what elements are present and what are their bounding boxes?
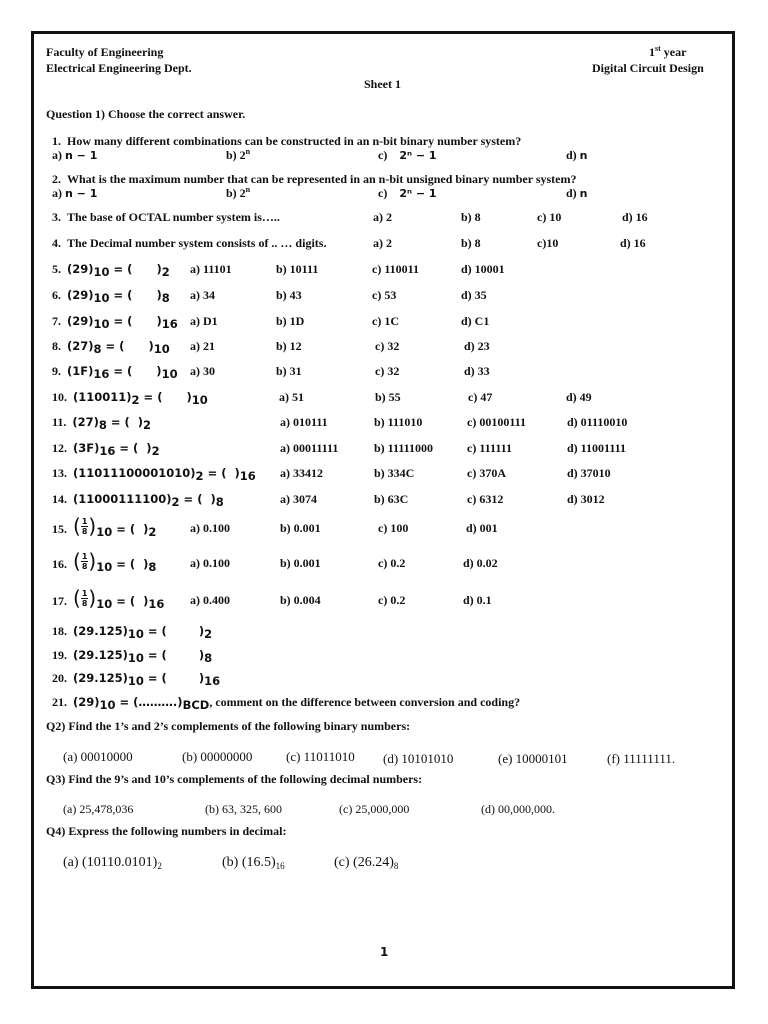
fraction: ( 1 8 ) [73,549,97,573]
q1-item-16-option-d: d) 0.02 [463,556,498,570]
q1-item-11-option-d: d) 01110010 [567,415,628,429]
q1-item-18: 18. $(29.125)_{10}$ = ( )$_2$ [52,624,213,641]
q1-item-13-option-c: c) 370A [467,466,506,480]
q1-item-1: 1. How many different combinations can be constructed in an n-bit binary number system? [52,134,522,148]
q1-item-16: 16. ( 1 8 ) $_{10}$ = ( )$_8$ [52,549,157,574]
q1-item-8-option-a: a) 21 [190,339,215,353]
q1-item-15-option-d: d) 001 [466,521,498,535]
q1-item-2-option-c: c) 2ⁿ − 1 [378,186,437,200]
q1-item-5-option-c: c) 110011 [372,262,419,276]
fraction: ( 1 8 ) [73,514,97,538]
q1-item-10-option-b: b) 55 [375,390,401,404]
q1-item-17-option-b: b) 0.004 [280,593,321,607]
page-number: 1 [380,945,389,959]
q1-item-12-option-c: c) 111111 [467,441,513,455]
q1-item-10-option-c: c) 47 [468,390,493,404]
q3-item-d: (d) 00,000,000. [481,802,555,816]
q1-item-4-option-b: b) 8 [461,236,481,250]
q1-item-9-option-d: d) 33 [464,364,490,378]
q1-item-2-option-a: a) n − 1 [52,186,98,200]
q1-item-5-option-d: d) 10001 [461,262,505,276]
fraction: ( 1 8 ) [73,586,97,610]
q1-item-21: 21. $(29)_{10}$ = $(\dots\dots\dots.)_{BCD}$, comment on the difference between conversion and coding? [52,695,521,712]
q1-item-12: 12. $(3F)_{16}$ = ( )$_2$ [52,441,160,458]
q2-item-a: (a) 00010000 [63,749,133,764]
q1-item-5: 5. $(29)_{10}$ = ( )$_2$ [52,262,170,279]
q1-item-11-option-a: a) 010111 [280,415,328,429]
q4-item-b: (b) $(16.5)_{16}$ [222,855,285,871]
q1-item-9-option-b: b) 31 [276,364,302,378]
q1-item-5-option-b: b) 10111 [276,262,319,276]
q1-item-17-option-a: a) 0.400 [190,593,230,607]
q1-item-15-option-b: b) 0.001 [280,521,321,535]
q1-item-4-option-a: a) 2 [373,236,392,250]
q1-item-4-option-d: d) 16 [620,236,646,250]
q1-item-8-option-c: c) 32 [375,339,400,353]
q1-item-6-option-c: c) 53 [372,288,397,302]
q4-item-a: (a) $(10110.0101)_2$ [63,855,162,871]
q1-item-11-option-b: b) 111010 [374,415,423,429]
q1-item-8-option-b: b) 12 [276,339,302,353]
q2-item-b: (b) 00000000 [182,749,253,764]
q1-item-2-option-b: b) 2$^n$ [226,185,251,200]
q2-item-c: (c) 11011010 [286,749,355,764]
q2-item-e: (e) 10000101 [498,751,568,766]
q1-item-7-option-d: d) C1 [461,314,490,328]
q1-item-16-option-a: a) 0.100 [190,556,230,570]
q1-item-12-option-b: b) 11111000 [374,441,434,455]
year-label: 1st year [649,44,687,59]
q1-item-6-option-b: b) 43 [276,288,302,302]
q1-item-7-option-c: c) 1C [372,314,399,328]
q1-item-15-option-a: a) 0.100 [190,521,230,535]
question-3-title: Q3) Find the 9’s and 10’s complements of the following decimal numbers: [46,772,423,786]
q1-item-3: 3. The base of OCTAL number system is….. [52,210,280,224]
q1-item-15: 15. ( 1 8 ) $_{10}$ = ( )$_2$ [52,514,157,539]
q1-item-3-option-b: b) 8 [461,210,481,224]
q1-item-9-option-c: c) 32 [375,364,400,378]
q1-item-7-option-a: a) D1 [190,314,218,328]
q1-item-1-option-d: d) n [566,148,588,162]
q1-item-10-option-d: d) 49 [566,390,592,404]
q1-item-10-option-a: a) 51 [279,390,304,404]
q1-item-1-option-c: c) 2ⁿ − 1 [378,148,437,162]
q1-item-2: 2. What is the maximum number that can be represented in an n-bit unsigned binary number system? [52,172,577,186]
q1-item-3-option-c: c) 10 [537,210,562,224]
q1-item-17-option-c: c) 0.2 [378,593,406,607]
question-4-title: Q4) Express the following numbers in decimal: [46,824,287,838]
q1-item-20: 20. $(29.125)_{10}$ = ( )$_{16}$ [52,671,221,688]
question-2-title: Q2) Find the 1’s and 2’s complements of the following binary numbers: [46,719,411,733]
q1-item-5-option-a: a) 11101 [190,262,232,276]
q1-item-14: 14. $(11000111100)_2$ = ( )$_8$ [52,492,224,509]
q1-item-7-option-b: b) 1D [276,314,305,328]
q3-item-c: (c) 25,000,000 [339,802,410,816]
q1-item-13: 13. $(11011100001010)_2$ = ( )$_{16}$ [52,466,256,483]
q1-item-11: 11. $(27)_8$ = ( )$_2$ [52,415,152,432]
faculty-label: Faculty of Engineering [46,45,164,59]
q1-item-4: 4. The Decimal number system consists of .. … digits. [52,236,327,250]
course-label: Digital Circuit Design [592,61,704,75]
question-1-title: Question 1) Choose the correct answer. [46,107,246,121]
q1-item-9: 9. $(1F)_{16}$ = ( )$_{10}$ [52,364,178,381]
q3-item-a: (a) 25,478,036 [63,802,134,816]
sheet-title: Sheet 1 [364,77,401,91]
q1-item-15-option-c: c) 100 [378,521,409,535]
q1-item-14-option-d: d) 3012 [567,492,605,506]
q1-item-10: 10. $(110011)_2$ = ( )$_{10}$ [52,390,208,407]
q1-item-3-option-d: d) 16 [622,210,648,224]
q1-item-3-option-a: a) 2 [373,210,392,224]
q1-item-11-option-c: c) 00100111 [467,415,526,429]
q1-item-4-option-c: c)10 [537,236,559,250]
q3-item-b: (b) 63, 325, 600 [205,802,282,816]
q1-item-17: 17. ( 1 8 ) $_{10}$ = ( )$_{16}$ [52,586,165,611]
q1-item-2-option-d: d) n [566,186,588,200]
q1-item-12-option-d: d) 11001111 [567,441,627,455]
q1-item-8-option-d: d) 23 [464,339,490,353]
q1-item-16-option-b: b) 0.001 [280,556,321,570]
q1-item-14-option-a: a) 3074 [280,492,317,506]
q1-item-16-option-c: c) 0.2 [378,556,406,570]
q1-item-13-option-a: a) 33412 [280,466,323,480]
q1-item-6-option-d: d) 35 [461,288,487,302]
q1-item-14-option-c: c) 6312 [467,492,504,506]
q1-item-7: 7. $(29)_{10}$ = ( )$_{16}$ [52,314,178,331]
q1-item-13-option-d: d) 37010 [567,466,611,480]
q1-item-1-option-a: a) n − 1 [52,148,98,162]
q1-item-6: 6. $(29)_{10}$ = ( )$_8$ [52,288,170,305]
q1-item-8: 8. $(27)_8$ = ( )$_{10}$ [52,339,170,356]
q1-item-12-option-a: a) 00011111 [280,441,339,455]
q4-item-c: (c) $(26.24)_8$ [334,855,399,871]
q1-item-6-option-a: a) 34 [190,288,215,302]
q2-item-f: (f) 11111111. [607,751,676,766]
q1-item-17-option-d: d) 0.1 [463,593,492,607]
department-label: Electrical Engineering Dept. [46,61,192,75]
q1-item-14-option-b: b) 63C [374,492,409,506]
q1-item-9-option-a: a) 30 [190,364,215,378]
q2-item-d: (d) 10101010 [383,751,454,766]
q1-item-19: 19. $(29.125)_{10}$ = ( )$_8$ [52,648,213,665]
q1-item-13-option-b: b) 334C [374,466,415,480]
q1-item-1-option-b: b) 2$^n$ [226,147,251,162]
